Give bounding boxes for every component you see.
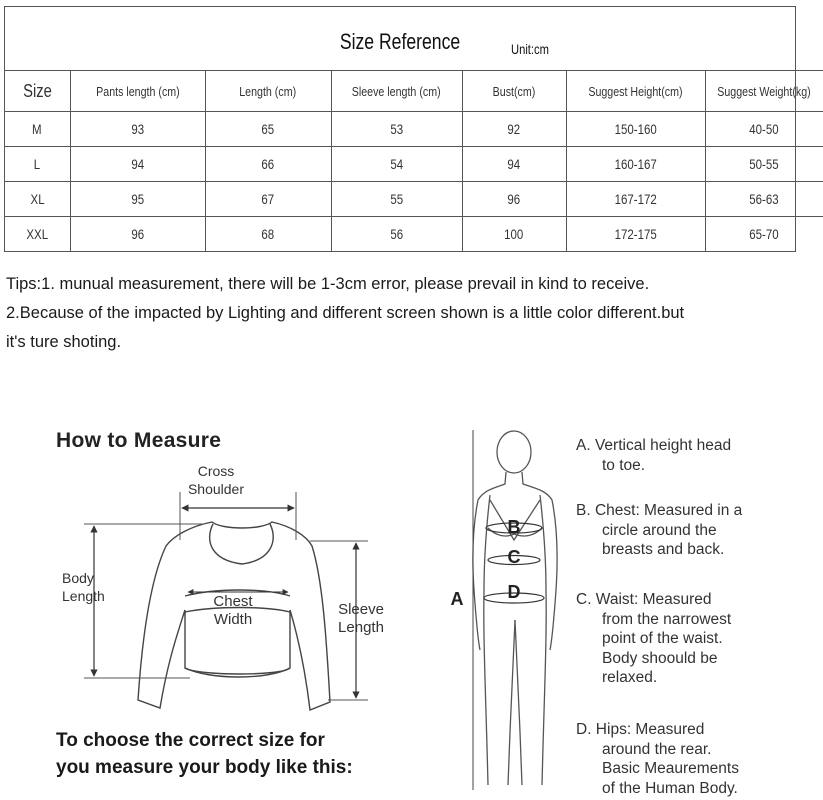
description-line: B. Chest: Measured in a: [576, 502, 743, 519]
column-header: Suggest Height(cm): [566, 71, 705, 112]
description-line: C. Waist: Measured: [576, 591, 712, 608]
description-a: [576, 436, 731, 475]
table-cell: 50-55: [705, 147, 823, 182]
marker-b: B: [507, 517, 521, 537]
tip-line-1: Tips:1. munual measurement, there will be 1-3cm error, please prevail in kind to receive.: [6, 275, 650, 293]
table-cell: 167-172: [566, 182, 705, 217]
body-length-label-line: Length: [62, 588, 105, 604]
description-b: [576, 501, 742, 560]
choose-size-line: you measure your body like this:: [56, 757, 353, 778]
table-cell: XL: [5, 182, 70, 217]
table-cell: 95: [70, 182, 205, 217]
table-cell: L: [5, 147, 70, 182]
cross-shoulder-label-line: Shoulder: [187, 481, 245, 497]
description-line: to toe.: [602, 456, 646, 474]
column-header: Pants length (cm): [70, 71, 205, 112]
description-line: Basic Meaurements: [602, 760, 739, 777]
description-d: [576, 720, 739, 798]
table-cell: 100: [462, 217, 566, 252]
table-cell: 93: [70, 112, 205, 147]
chest-width-label-line: Chest: [213, 593, 253, 610]
column-header: Bust(cm): [462, 71, 566, 112]
column-header: Size: [5, 71, 70, 112]
table-unit: Unit:cm: [511, 41, 549, 57]
table-cell: M: [5, 112, 70, 147]
choose-size-text: [56, 727, 353, 781]
tip-line-3: it's ture shoting.: [6, 333, 122, 351]
table-cell: 96: [462, 182, 566, 217]
choose-size-line: To choose the correct size for: [56, 730, 325, 751]
description-c: [576, 590, 731, 688]
table-cell: 65: [205, 112, 331, 147]
table-cell: 68: [205, 217, 331, 252]
description-line: Body shoould be: [602, 649, 718, 667]
cross-shoulder-label: [186, 462, 246, 498]
table-cell: 172-175: [566, 217, 705, 252]
table-cell: 55: [331, 182, 462, 217]
table-cell: 66: [205, 147, 331, 182]
description-line: circle around the: [602, 521, 717, 539]
sleeve-length-label-line: Length: [338, 619, 384, 636]
table-cell: 40-50: [705, 112, 823, 147]
table-cell: 56: [331, 217, 462, 252]
sleeve-length-label: [330, 601, 392, 637]
sleeve-length-label-line: Sleeve: [338, 601, 384, 618]
table-title: Size Reference: [339, 29, 461, 54]
table-cell: 94: [70, 147, 205, 182]
description-line: relaxed.: [602, 669, 658, 686]
table-cell: 65-70: [705, 217, 823, 252]
column-header: Suggest Weight(kg): [705, 71, 823, 112]
chest-width-label: [202, 593, 264, 629]
description-line: point of the waist.: [602, 630, 723, 647]
table-cell: 53: [331, 112, 462, 147]
description-line: of the Human Body.: [602, 779, 738, 797]
body-length-label-line: Body: [62, 570, 94, 586]
column-header: Sleeve length (cm): [331, 71, 462, 112]
column-header: Length (cm): [205, 71, 331, 112]
table-cell: 96: [70, 217, 205, 252]
description-line: breasts and back.: [602, 541, 725, 558]
table-cell: 92: [462, 112, 566, 147]
description-line: A. Vertical height head: [576, 437, 732, 454]
table-cell: 54: [331, 147, 462, 182]
description-line: from the narrowest: [602, 610, 732, 628]
marker-a: A: [450, 589, 464, 609]
table-cell: 150-160: [566, 112, 705, 147]
table-cell: 56-63: [705, 182, 823, 217]
body-length-label: [62, 569, 124, 605]
human-body-icon: [473, 431, 557, 785]
table-cell: 94: [462, 147, 566, 182]
description-line: around the rear.: [602, 740, 712, 758]
table-cell: 67: [205, 182, 331, 217]
tip-line-2: 2.Because of the impacted by Lighting and different screen shown is a little color different.but: [6, 304, 685, 322]
cross-shoulder-label-line: Cross: [197, 463, 235, 479]
table-cell: XXL: [5, 217, 70, 252]
marker-d: D: [507, 582, 521, 602]
table-cell: 160-167: [566, 147, 705, 182]
chest-width-label-line: Width: [213, 611, 253, 628]
how-to-measure-title: How to Measure: [56, 429, 222, 452]
description-line: D. Hips: Measured: [576, 721, 705, 738]
marker-c: C: [507, 547, 521, 567]
